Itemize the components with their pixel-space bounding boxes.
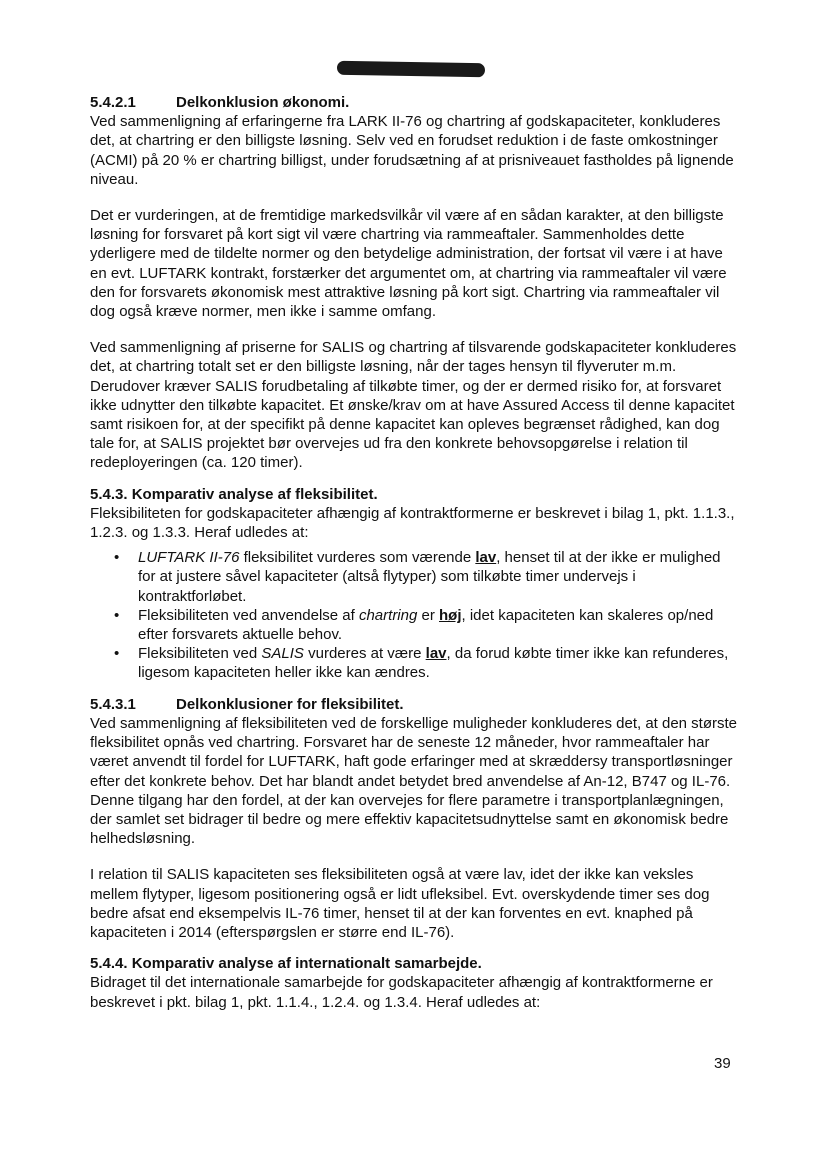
page-number: 39 [714, 1055, 731, 1072]
emphasis: lav [425, 645, 447, 663]
document-body [90, 93, 742, 1012]
list-text: er [417, 606, 440, 624]
list-text: , da forud købte timer ikke kan refunderes, ligesom kapaciteten heller ikke kan ændres. [138, 645, 729, 682]
section-heading-5-4-3: 5.4.3. Komparativ analyse af fleksibilitet. [90, 485, 378, 503]
italic-term: SALIS [261, 645, 304, 663]
paragraph: Fleksibiliteten for godskapaciteter afhængig af kontraktformerne er beskrevet i bilag 1, pkt. 1.1.3., 1.2.3. og 1.3.3. Heraf udledes at: [90, 504, 735, 542]
section-heading-5-4-4: 5.4.4. Komparativ analyse af internationalt samarbejde. [90, 955, 482, 973]
section-heading-5-4-3-1 [90, 695, 742, 714]
list-text: Fleksibiliteten ved anvendelse af [138, 606, 359, 624]
redaction-mark [337, 61, 485, 78]
list-text: vurderes at være [303, 645, 426, 663]
bullet-icon: • [114, 549, 120, 567]
bullet-icon: • [114, 645, 120, 663]
section-title: Delkonklusion økonomi. [176, 94, 350, 111]
list-text: fleksibilitet vurderes som værende [239, 549, 476, 567]
list-item [90, 606, 742, 644]
paragraph: Ved sammenligning af fleksibiliteten ved de forskellige muligheder konkluderes det, at den største fleksibilitet opnås ved chartring. Forsvaret har de seneste 12 måneder, hvor rammeaftaler har været anvendt til fordel for LUFTARK, haft gode erfaringer med at skræddersy transportløsninger efter det konkrete behov. Det har blandt andet betydet bred anvendelse af An-12, B747 og IL-76. Denne tilgang har den fordel, at der kan overvejes for flere parametre i transportplanlægningen, der samlet set bidrager til bedre og mere effektiv kapacitetsudnyttelse samt en økonomisk bedre helhedsløsning. [90, 714, 738, 848]
list-text: , henset til at der ikke er mulighed for at justere såvel kapaciteter (altså flytyper) som tilkøbte timer undervejs i kontraktforløbet. [138, 549, 721, 605]
paragraph: Bidraget til det internationale samarbejde for godskapaciteter afhængig af kontraktformerne er beskrevet i pkt. bilag 1, pkt. 1.1.4., 1.2.4. og 1.3.4. Heraf udledes at: [90, 974, 713, 1011]
list-item [90, 644, 742, 682]
bullet-list [90, 548, 742, 682]
italic-term: LUFTARK II-76 [138, 549, 240, 567]
list-item [90, 548, 742, 606]
paragraph: Ved sammenligning af erfaringerne fra LARK II-76 og chartring af godskapaciteter, konkluderes det, at chartring er den billigste løsning. Selv ved en forudset reduktion i de faste omkostninger (ACMI) på 20 % er chartring billigst, under forudsætning af at prisniveauet fastholdes på lignende niveau. [90, 113, 734, 188]
section-number: 5.4.3.1 [90, 695, 136, 713]
section-title: Delkonklusioner for fleksibilitet. [176, 695, 404, 713]
paragraph: I relation til SALIS kapaciteten ses fleksibiliteten også at være lav, idet der ikke kan veksles mellem flytyper, ligesom positionering også er lidt ufleksibel. Evt. overskydende timer ses dog bedre afsat end eksempelvis IL-76 timer, henset til at der kan forventes en evt. knaphed på kapaciteten i 2014 (efterspørgslen er større end IL-76). [90, 866, 710, 941]
paragraph: Det er vurderingen, at de fremtidige markedsvilkår vil være af en sådan karakter, at den billigste løsning for forsvaret på kort sigt vil være chartring via rammeaftaler. Sammenholdes dette yderligere med de tildelte normer og den betydelige administration, der fortsat vil være i at have en evt. LUFTARK kontrakt, forstærker det argumentet om, at chartring via rammeaftaler vil være den for forsvarets økonomisk mest attraktive løsning på kort sigt. Chartring via rammeaftaler vil dog også kræve normer, men ikke i samme omfang. [90, 207, 727, 321]
list-text: Fleksibiliteten ved [138, 645, 262, 663]
section-number: 5.4.2.1 [90, 94, 136, 111]
list-text: , idet kapaciteten kan skaleres op/ned efter forsvarets aktuelle behov. [138, 606, 714, 644]
emphasis: høj [439, 606, 462, 624]
italic-term: chartring [358, 606, 418, 624]
paragraph: Ved sammenligning af priserne for SALIS og chartring af tilsvarende godskapaciteter konkluderes det, at chartring totalt set er den billigste løsning, når der tages hensyn til flyveruter m.m. Derudover kræver SALIS forudbetaling af tilkøbte timer, og der er dermed risiko for, at forsvaret ikke udnytter den tilkøbte kapacitet. Et ønske/krav om at have Assured Access til denne kapacitet samt risikoen for, at der specifikt på denne kapacitet kan opleves begrænset rådighed, kan dog tale for, at SALIS projektet bør overvejes ud fra den konkrete behovsopgørelse i relation til redeployeringen (ca. 120 timer). [90, 339, 737, 472]
bullet-icon: • [114, 606, 120, 624]
emphasis: lav [475, 549, 497, 567]
section-heading-5-4-2-1 [90, 93, 742, 112]
